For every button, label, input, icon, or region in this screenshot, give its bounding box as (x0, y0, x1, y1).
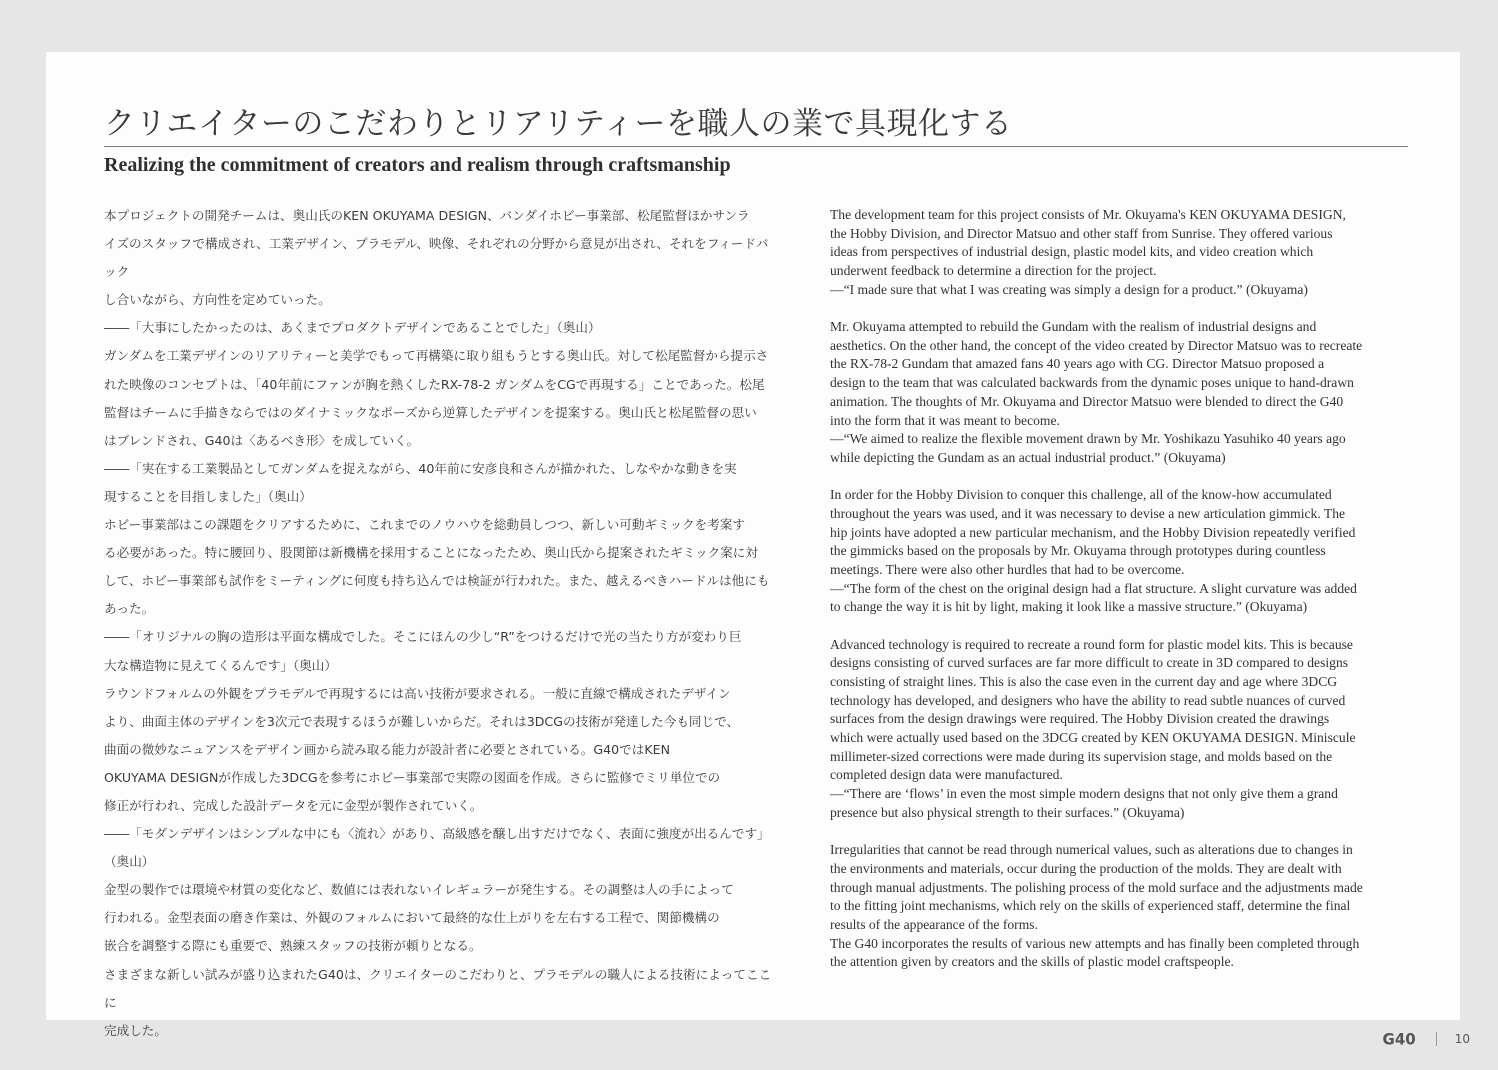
english-text-line: Mr. Okuyama attempted to rebuild the Gundam with the realism of industrial designs and (830, 319, 1317, 335)
japanese-text-line: ――「オリジナルの胸の造形は平面な構成でした。そこにほんの少し“R”をつけるだけで光の当たり方が変わり巨 (104, 629, 742, 645)
japanese-text-line: 曲面の微妙なニュアンスをデザイン画から読み取る能力が設計者に必要とされている。G40ではKEN (104, 741, 671, 757)
english-text-line: design to the team that was calculated backwards from the dynamic poses unique to hand-drawn (830, 375, 1354, 391)
japanese-text-line: して、ホビー事業部も試作をミーティングに何度も持ち込んでは検証が行われた。また、越えるべきハードルは他にも (104, 573, 770, 589)
english-text-line: surfaces from the design drawings were required. The Hobby Division created the drawings (830, 711, 1330, 727)
japanese-text-line: さまざまな新しい試みが盛り込まれたG40は、クリエイターのこだわりと、プラモデルの職人による技術によってここに (104, 966, 772, 1010)
english-body-column (830, 206, 1410, 991)
english-text-line: The G40 incorporates the results of various new attempts and has finally been completed through (830, 935, 1360, 951)
japanese-text-line: る必要があった。特に腰回り、股関節は新機構を採用することになったため、奥山氏から提案されたギミック案に対 (104, 545, 758, 561)
english-paragraph (830, 318, 1410, 468)
english-text-line: —“There are ‘flows’ in even the most simple modern designs that not only give them a grand (830, 786, 1338, 802)
japanese-text-line: 本プロジェクトの開発チームは、奥山氏のKEN OKUYAMA DESIGN、バンダイホビー事業部、松尾監督ほかサンラ (104, 208, 750, 223)
japanese-text-line: ――「大事にしたかったのは、あくまでプロダクトデザインであることでした」（奥山） (104, 320, 601, 336)
english-text-line: to the fitting joint mechanisms, which rely on the skills of experienced staff, determine the final (830, 898, 1351, 914)
japanese-text-line: 行われる。金型表面の磨き作業は、外観のフォルムにおいて最終的な仕上がりを左右する工程で、関節機構の (104, 910, 720, 926)
english-text-line: consisting of straight lines. This is also the case even in the current day and age where 3DCG (830, 673, 1338, 689)
page-number: 10 (1454, 1032, 1470, 1046)
english-text-line: —“We aimed to realize the flexible movement drawn by Mr. Yoshikazu Yasuhiko 40 years ago (830, 431, 1346, 447)
english-text-line: the Hobby Division, and Director Matsuo and other staff from Sunrise. They offered various (830, 225, 1333, 241)
japanese-text-line: OKUYAMA DESIGNが作成した3DCGを参考にホビー事業部で実際の図面を作成。さらに監修でミリ単位での (104, 769, 721, 785)
english-text-line: animation. The thoughts of Mr. Okuyama and Director Matsuo were blended to direct the G40 (830, 393, 1344, 409)
japanese-text-line: 監督はチームに手描きならではのダイナミックなポーズから逆算したデザインを提案する。奥山氏と松尾監督の思い (104, 404, 757, 420)
english-text-line: —“The form of the chest on the original design had a flat structure. A slight curvature was added (830, 580, 1357, 596)
english-text-line: into the form that it was meant to become. (830, 412, 1060, 428)
english-text-line: ideas from perspectives of industrial design, plastic model kits, and video creation which (830, 244, 1314, 260)
japanese-text-line: 大な構造物に見えてくるんです」（奥山） (104, 657, 337, 673)
brand-logo: G40 (1382, 1029, 1416, 1049)
japanese-text-line: ホビー事業部はこの課題をクリアするために、これまでのノウハウを総動員しつつ、新しい可動ギミックを考案す (104, 517, 746, 533)
english-paragraph (830, 636, 1410, 823)
english-text-line: underwent feedback to determine a direction for the project. (830, 263, 1157, 279)
english-text-line: aesthetics. On the other hand, the concept of the video created by Director Matsuo was to recreate (830, 337, 1363, 353)
english-paragraph (830, 841, 1410, 972)
english-text-line: which were actually used based on the 3DCG created by KEN OKUYAMA DESIGN. Miniscule (830, 730, 1356, 746)
english-text-line: the RX-78-2 Gundam that amazed fans 40 years ago with CG. Director Matsuo proposed a (830, 356, 1325, 372)
japanese-text-line: し合いながら、方向性を定めていった。 (104, 292, 331, 308)
english-text-line: the attention given by creators and the skills of plastic model craftspeople. (830, 954, 1234, 970)
footer-divider (1436, 1032, 1437, 1046)
japanese-text-line: ラウンドフォルムの外観をプラモデルで再現するには高い技術が要求される。一般に直線で構成されたデザイン (104, 685, 731, 701)
title-divider (104, 146, 1408, 147)
japanese-text-line: ――「実在する工業製品としてガンダムを捉えながら、40年前に安彦良和さんが描かれた、しなやかな動きを実 (104, 460, 737, 476)
english-text-line: In order for the Hobby Division to conquer this challenge, all of the know-how accumulated (830, 487, 1332, 503)
japanese-text-line: 修正が行われ、完成した設計データを元に金型が製作されていく。 (104, 797, 483, 813)
english-text-line: to change the way it is hit by light, making it look like a massive structure.” (Okuyama) (830, 599, 1308, 615)
japanese-text-line: イズのスタッフで構成され、工業デザイン、プラモデル、映像、それぞれの分野から意見が出され、それをフィードバック (104, 236, 769, 280)
english-text-line: millimeter-sized corrections were made during its supervision stage, and molds based on the (830, 748, 1333, 764)
japanese-text-line: （奥山） (104, 854, 155, 870)
english-text-line: through manual adjustments. The polishing process of the mold surface and the adjustments made (830, 879, 1363, 895)
japanese-text-line: 嵌合を調整する際にも重要で、熟練スタッフの技術が頼りとなる。 (104, 938, 482, 954)
japanese-text-line: 金型の製作では環境や材質の変化など、数値には表れないイレギュラーが発生する。その調整は人の手によって (104, 882, 734, 898)
japanese-text-line: 現することを目指しました」（奥山） (104, 488, 312, 504)
english-text-line: throughout the years was used, and it was necessary to devise a new articulation gimmick. The (830, 505, 1346, 521)
english-paragraph (830, 486, 1410, 617)
english-text-line: meetings. There were also other hurdles that had to be overcome. (830, 561, 1185, 577)
japanese-text-line: はブレンドされ、G40は〈あるべき形〉を成していく。 (104, 432, 420, 448)
japanese-text-line: あった。 (104, 601, 155, 617)
english-text-line: hip joints have adopted a new particular mechanism, and the Hobby Division repeatedly verified (830, 524, 1356, 540)
english-text-line: presence but also physical strength to their surfaces.” (Okuyama) (830, 804, 1185, 820)
english-text-line: Advanced technology is required to recreate a round form for plastic model kits. This is because (830, 636, 1353, 652)
page-footer (1383, 1030, 1470, 1048)
japanese-text-line: より、曲面主体のデザインを3次元で表現するほうが難しいからだ。それは3DCGの技術が発達した今も同じで、 (104, 713, 740, 729)
japanese-text-line: ――「モダンデザインはシンプルな中にも〈流れ〉があり、高級感を醸し出すだけでなく、表面に強度が出るんです」 (104, 826, 770, 842)
japanese-text-line: 完成した。 (104, 1022, 167, 1038)
english-text-line: completed design data were manufactured. (830, 767, 1063, 783)
english-text-line: the gimmicks based on the proposals by Mr. Okuyama through prototypes during countless (830, 543, 1326, 559)
english-text-line: designs consisting of curved surfaces are far more difficult to create in 3D compared to designs (830, 655, 1349, 671)
english-text-line: The development team for this project consists of Mr. Okuyama's KEN OKUYAMA DESIGN, (830, 207, 1346, 222)
english-text-line: technology has developed, and designers who have the ability to read subtle nuances of curved (830, 692, 1346, 708)
japanese-text-line: れた映像のコンセプトは、「40年前にファンが胸を熱くしたRX-78-2 ガンダムをCGで再現する」ことであった。松尾 (104, 376, 765, 392)
english-text-line: the environments and materials, occur during the production of the molds. They are dealt with (830, 860, 1342, 876)
english-paragraph (830, 206, 1410, 300)
japanese-text-line: ガンダムを工業デザインのリアリティーと美学でもって再構築に取り組もうとする奥山氏。対して松尾監督から提示さ (104, 348, 769, 364)
page-sheet (46, 52, 1460, 1038)
english-text-line: Irregularities that cannot be read through numerical values, such as alterations due to changes in (830, 842, 1353, 858)
page-title-english: Realizing the commitment of creators and realism through craftsmanship (104, 154, 731, 176)
page-title-japanese: クリエイターのこだわりとリアリティーを職人の業で具現化する (104, 106, 1013, 142)
english-text-line: while depicting the Gundam as an actual industrial product.” (Okuyama) (830, 449, 1226, 465)
japanese-body-column (104, 202, 774, 1045)
english-text-line: —“I made sure that what I was creating was simply a design for a product.” (Okuyama) (830, 281, 1308, 297)
english-text-line: results of the appearance of the forms. (830, 916, 1038, 932)
